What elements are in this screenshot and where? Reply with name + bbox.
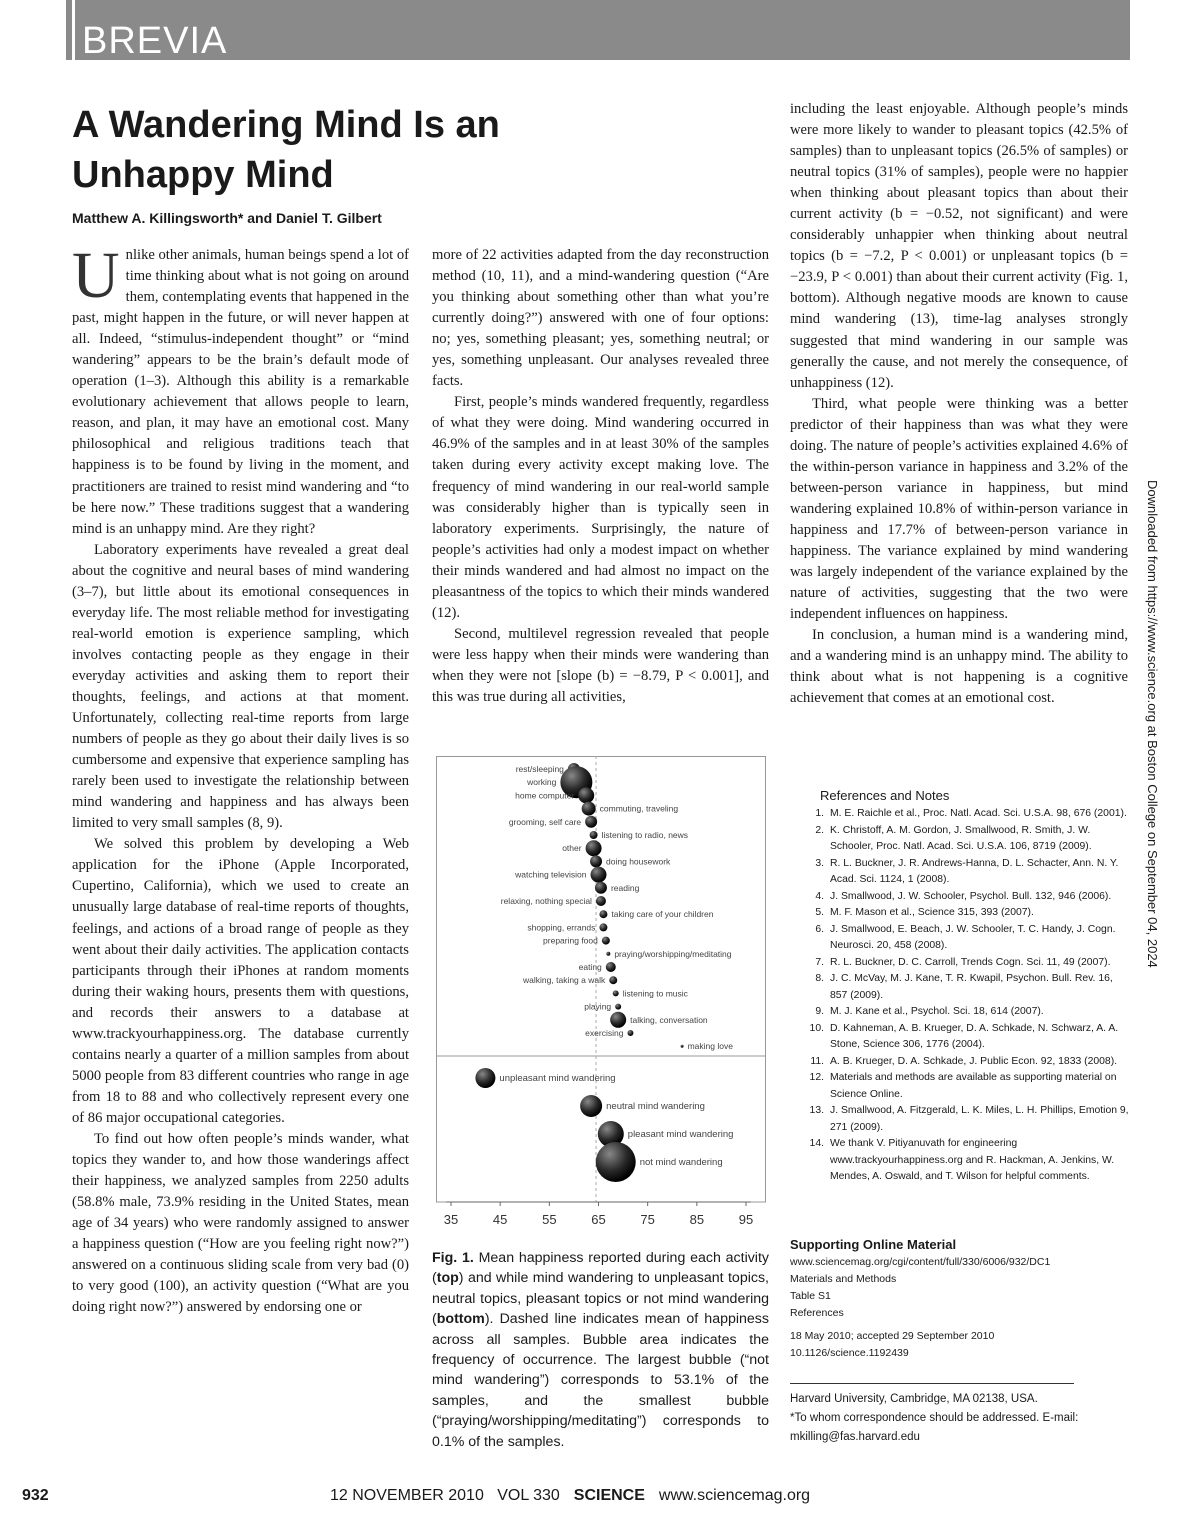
article-authors: Matthew A. Killingsworth* and Daniel T. Gilbert [72,210,382,226]
x-tick-label: 95 [738,1212,754,1227]
bubble-label: making love [687,1041,733,1052]
bubble-label: not mind wandering [639,1157,723,1168]
bubble [615,1004,621,1010]
divider [790,1383,1074,1384]
bubble [596,896,606,906]
bubble-label: listening to radio, news [601,830,689,840]
figure-caption: Fig. 1. Mean happiness reported during each activity (top) and while mind wandering to unpleasant topics, neutral topics, pleasant topics or not mind wandering (bottom). Dashed line indicates mean of happiness across all samples. Bubble area indicates the frequency of occurrence. The largest bubble (“not mind wandering”) corresponds to 53.1% of the samples, and the smallest bubble (“praying/worshipping/meditating”) corresponds to 0.1% of the samples. [432,1250,769,1450]
bubble [582,802,596,816]
bubble [599,923,607,931]
reference-number: 10. [809,1022,824,1034]
bubble-label: relaxing, nothing special [500,896,592,906]
column-2 [432,245,769,708]
bubble-label: rest/sleeping [515,764,564,774]
bubble-label: shopping, errands [527,922,596,933]
correspondence-line: *To whom correspondence should be addressed. E-mail: mkilling@fas.harvard.edu [790,1412,1079,1443]
bubble-label: doing housework [606,856,671,867]
reference-item [800,889,1130,906]
bubble [585,816,597,828]
paragraph-1: Unlike other animals, human beings spend a lot of time thinking about what is not going on around them, contemplating events that happened in the past, might happen in the future, or will never happen at all. Indeed, “stimulus-independent thought” or “mind wandering” appears to be the brain’s default mode of operation (1–3). Although this ability is a remarkable evolutionary achievement that allows people to learn, reason, and plan, it may have an emotional cost. Many philosophical and religious traditions teach that happiness is to be found by living in the moment, and practitioners are trained to resist mind wandering and “to be here now.” These traditions suggest that a wandering mind is an unhappy mind. Are they right? [72,239,409,537]
reference-item [800,1103,1130,1136]
bubble [606,962,616,972]
page-number: 932 [22,1487,49,1504]
supporting-material [790,1236,1130,1362]
reference-number: 2. [815,824,824,836]
bubble-label: listening to music [622,988,688,999]
bubble-label: home computer [515,790,575,801]
footer-info [330,1487,810,1505]
bubble-chart [436,756,766,1236]
bubble [578,787,594,803]
bubble-label: playing [584,1001,612,1012]
reference-text: A. B. Krueger, D. A. Schkade, J. Public Econ. 92, 1833 (2008). [830,1055,1118,1067]
drop-cap: U [72,239,120,312]
bubble [596,1142,636,1182]
reference-item [800,806,1130,823]
x-tick-label: 45 [492,1212,508,1227]
paragraph-2: Laboratory experiments have revealed a great deal about the cognitive and neural bases of mind wandering (3–7), but little about its emotional consequences in everyday life. The most reliable method for investigating real-world emotion is experience sampling, which involves contacting people as they engage in their everyday activities and asking them to report their thoughts, feelings, and actions at that moment. Unfortunately, collecting real-time reports from large numbers of people as they go about their daily lives is so cumbersome and expensive that experience sampling has rarely been used to investigate the relationship between mind wandering and happiness and has always been limited to very small samples (8, 9). [72,541,409,832]
paragraph-5: more of 22 activities adapted from the day reconstruction method (10, 11), and a mind-wandering question (“Are you thinking about something other than what you’re currently doing?”) answered with one of four options: no; yes, something pleasant; yes, something neutral; or yes, something unpleasant. Our analyses revealed three facts. [432,247,769,390]
reference-number: 14. [809,1138,824,1149]
references-list [800,806,1130,1186]
affiliation [790,1390,1135,1447]
reference-item [800,922,1130,955]
reference-number: 3. [815,857,824,869]
paragraph-8: including the least enjoyable. Although people’s minds were more likely to wander to pleasant topics (42.5% of samples) than to unpleasant topics (26.5% of samples) or neutral topics (31% of samples), people were no happier when thinking about pleasant topics than about their current activity (b = −0.52, not significant) and were considerably unhappier when thinking about neutral topics (b = −7.2, P < 0.001) or unpleasant topics (b = −23.9, P < 0.001) than about their current activity (Fig. 1, bottom). Although negative moods are known to cause mind wandering (13), time-lag analyses strongly suggested that mind wandering in our sample was generally the cause, and not merely the consequence, of unhappiness (12). [790,101,1128,391]
bubble [606,952,610,956]
bubble-label: watching television [515,869,587,880]
bubble [610,1012,626,1028]
paragraph-4: To find out how often people’s minds wander, what topics they wander to, and how those wanderings affect their happiness, we analyzed samples from 2250 adults (58.8% male, 73.9% residing in the United States, mean age of 34 years) who were randomly assigned to answer a happiness question (“How are you feeling right now?”) answered on a continuous sliding scale from very bad (0) to very good (100), an activity question (“What are you doing right now?”) answered by endorsing one or [72,1130,409,1316]
bubble-label: unpleasant mind wandering [499,1073,616,1084]
bubble-label: exercising [585,1028,624,1038]
reference-text: We thank V. Pitiyanuvath for engineering www.trackyourhappiness.org and R. Hackman, A. Jenkins, W. Mendes, A. Oswald, and T. Wilson for helpful comments. [830,1138,1115,1182]
reference-number: 11. [810,1055,824,1067]
reference-item [800,1070,1130,1103]
som-line: Materials and Methods [790,1273,897,1285]
reference-item [800,905,1130,922]
reference-number: 1. [815,808,824,819]
references-heading: References and Notes [820,788,950,803]
bubble-label: walking, taking a walk [523,975,606,986]
bubble [590,855,602,867]
reference-text: M. E. Raichle et al., Proc. Natl. Acad. Sci. U.S.A. 98, 676 (2001). [830,808,1127,819]
bubble-label: talking, conversation [630,1014,708,1025]
reference-item [800,1136,1130,1186]
figure-1 [436,756,766,1236]
reference-item [800,955,1130,972]
x-tick-label: 75 [640,1212,655,1227]
x-tick-label: 55 [542,1212,557,1227]
bubble-label: grooming, self care [508,816,582,827]
section-banner [60,0,1130,60]
reference-item [800,1054,1130,1071]
reference-number: 13. [809,1105,824,1116]
x-tick-label: 35 [443,1212,459,1227]
bubble-label: taking care of your children [611,909,714,920]
caption-label: Fig. 1. [432,1250,474,1266]
reference-text: D. Kahneman, A. B. Krueger, D. A. Schkade, N. Schwarz, A. A. Stone, Science 306, 1776 (2004). [830,1022,1119,1050]
reference-number: 6. [815,923,824,935]
bubble [681,1045,684,1048]
som-url[interactable]: www.sciencemag.org/cgi/content/full/330/6006/932/DC1 [790,1256,1051,1268]
reference-number: 8. [815,973,824,984]
reference-number: 9. [815,1006,824,1017]
bubble [595,882,607,894]
x-tick-label: 65 [591,1212,606,1227]
footer-url[interactable]: www.sciencemag.org [658,1487,811,1504]
som-line: References [790,1307,844,1319]
som-line: Table S1 [790,1290,831,1302]
section-label: BREVIA [82,20,228,62]
reference-item [800,1021,1130,1054]
reference-item [800,823,1130,856]
reference-number: 12. [809,1072,824,1083]
reference-item [800,856,1130,889]
column-3 [790,99,1128,709]
reference-number: 4. [815,890,824,902]
footer-volume: VOL 330 [497,1487,560,1504]
footer-date: 12 NOVEMBER 2010 [330,1487,484,1504]
bubble-label: commuting, traveling [599,803,679,814]
article-title: A Wandering Mind Is an Unhappy Mind [72,104,500,196]
bubble-label: neutral mind wandering [606,1101,705,1112]
bubble [613,990,619,996]
dates: 18 May 2010; accepted 29 September 2010 [790,1330,995,1342]
bubble [599,910,607,918]
affiliation-line: Harvard University, Cambridge, MA 02138, USA. [790,1393,1038,1405]
reference-text: R. L. Buckner, J. R. Andrews-Hanna, D. L. Schacter, Ann. N. Y. Acad. Sci. 1124, 1 (2008). [830,857,1119,885]
reference-text: Materials and methods are available as supporting material on Science Online. [830,1072,1117,1100]
reference-text: M. F. Mason et al., Science 315, 393 (2007). [830,907,1034,918]
paragraph-3: We solved this problem by developing a Web application for the iPhone (Apple Incorporated, Cupertino, California), which we used to create an unusually large database of real-time reports of thoughts, feelings, and actions of a broad range of people as they went about their daily activities. The application contacts participants through their iPhones at random moments during their waking hours, presents them with questions, and records their answers to a database at www.trackyourhappiness.org. The database currently contains nearly a quarter of a million samples from about 5000 people from 83 different countries who range in age from 18 to 88 and who collectively represent every one of 86 major occupational categories. [72,836,409,1126]
bubble [475,1068,495,1088]
x-tick-label: 85 [689,1212,705,1227]
reference-text: J. Smallwood, J. W. Schooler, Psychol. Bull. 132, 946 (2006). [830,890,1112,902]
doi: 10.1126/science.1192439 [790,1347,909,1359]
bubble [627,1030,633,1036]
som-heading: Supporting Online Material [790,1237,957,1252]
bubble [580,1095,602,1117]
reference-number: 7. [815,956,824,968]
reference-text: J. C. McVay, M. J. Kane, T. R. Kwapil, Psychon. Bull. Rev. 16, 857 (2009). [830,973,1113,1001]
bubble-label: praying/worshipping/meditating [614,948,732,959]
paragraph-6: First, people’s minds wandered frequently, regardless of what they were doing. Mind wandering occurred in 46.9% of the samples and in at least 30% of the samples taken during every activity except making love. The frequency of mind wandering in our real-world sample was considerably higher than is typically seen in laboratory experiments. Surprisingly, the nature of people’s activities had only a modest impact on whether their minds wandered and had almost no impact on the pleasantness of the topics to which their minds wandered (12). [432,394,769,621]
column-1 [72,239,409,1318]
bubble-label: working [527,777,557,788]
bubble [586,840,602,856]
paragraph-9: Third, what people were thinking was a better predictor of their happiness than was what they were doing. The nature of people’s activities explained 4.6% of the within-person variance in happiness and 3.2% of the between-person variance in happiness, but mind wandering explained 10.8% of within-person variance in happiness and 17.7% of between-person variance in happiness. The variance explained by mind wandering was largely independent of the variance explained by the nature of activities, suggesting that the two were independent influences on happiness. [790,395,1128,623]
bubble-label: eating [578,962,602,972]
reference-item [800,1004,1130,1021]
bubble-label: reading [610,882,640,893]
download-notice: Downloaded from https://www.science.org at Boston College on September 04, 2024 [1145,480,1160,968]
bubble [602,937,610,945]
bubble-label: other [562,843,582,854]
reference-number: 5. [815,907,824,918]
reference-text: M. J. Kane et al., Psychol. Sci. 18, 614 (2007). [830,1006,1044,1017]
bubble-label: pleasant mind wandering [627,1129,734,1140]
reference-text: J. Smallwood, A. Fitzgerald, L. K. Miles, L. H. Phillips, Emotion 9, 271 (2009). [830,1105,1129,1133]
bubble-label: preparing food [543,935,598,946]
reference-text: R. L. Buckner, D. C. Carroll, Trends Cogn. Sci. 11, 49 (2007). [830,956,1111,968]
bubble [591,867,607,883]
bubble [609,976,617,984]
bubble [590,831,598,839]
paragraph-10: In conclusion, a human mind is a wandering mind, and a wandering mind is an unhappy mind. The ability to think about what is not happening is a cognitive achievement that comes at an emotional cost. [790,627,1128,707]
reference-text: K. Christoff, A. M. Gordon, J. Smallwood, R. Smith, J. W. Schooler, Proc. Natl. Acad. Sci. U.S.A. 106, 8719 (2009). [830,824,1092,852]
reference-item [800,971,1130,1004]
reference-text: J. Smallwood, E. Beach, J. W. Schooler, T. C. Handy, J. Cogn. Neurosci. 20, 458 (2008). [830,923,1116,951]
footer-journal: SCIENCE [573,1487,645,1504]
paragraph-7: Second, multilevel regression revealed that people were less happy when their minds were wandering than when they were not [slope (b) = −8.79, P < 0.001], and this was true during all activities, [432,625,769,705]
